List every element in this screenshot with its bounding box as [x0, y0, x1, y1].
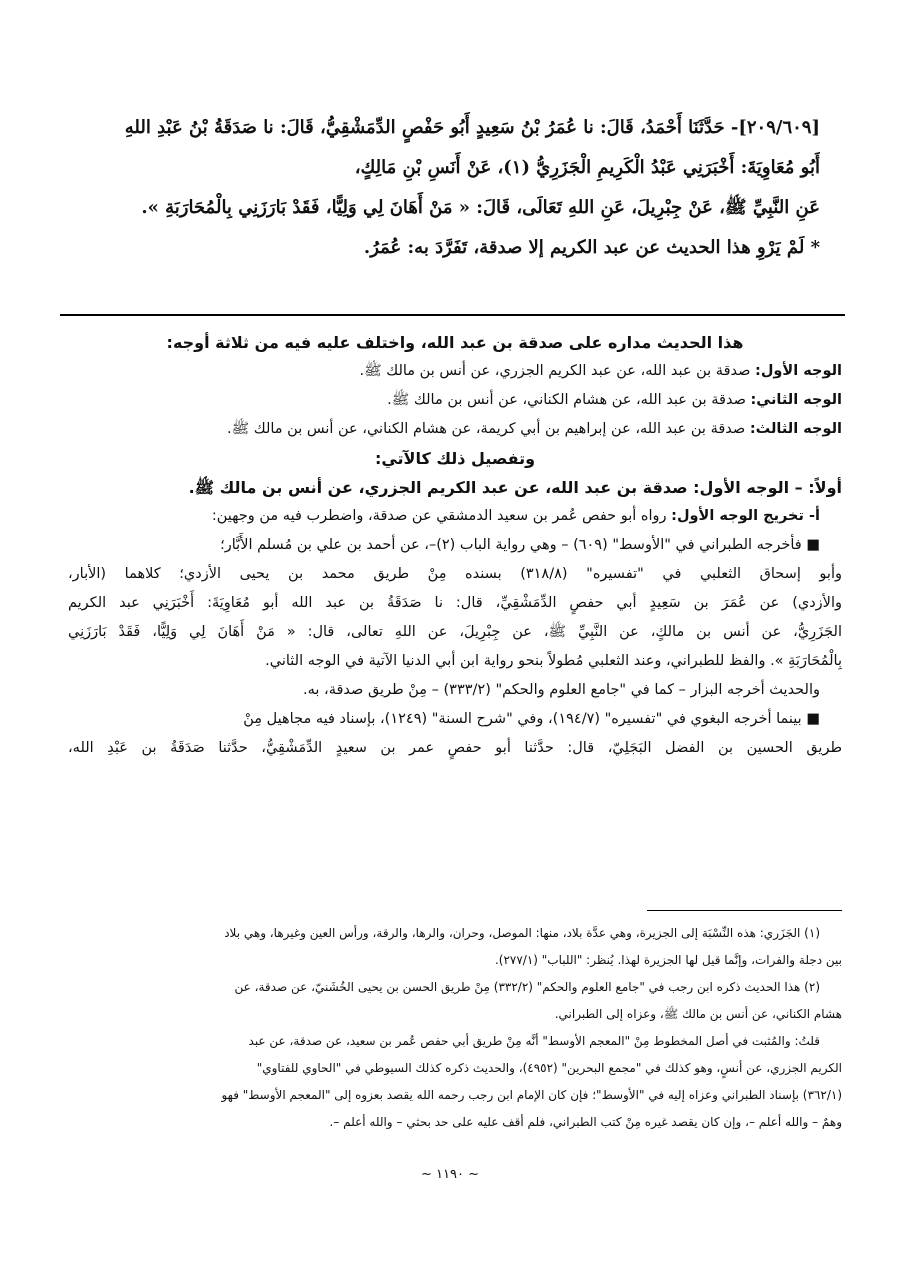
variant-text: صدقة بن عبد الله، عن عبد الكريم الجزري، عن أنس بن مالك ﷺ.	[359, 363, 756, 379]
variant-line	[68, 357, 842, 386]
hadith-text-block	[95, 108, 820, 268]
body-line: ■ بينما أخرجه البغوي في "تفسيره" (١٩٤/٧)، وفي "شرح السنة" (١٢٤٩)، بإسناد فيه مجاهيل مِنْ	[243, 711, 820, 727]
page-number: ~ ١١٩٠ ~	[421, 1167, 479, 1182]
footnote-line: (٣٦٢/١) بإسناد الطبراني وعزاه إليه في "الأوسط"؛ فإن كان الإمام ابن رجب رحمه الله يقصد بعزوه إلى "المعجم الأوسط" فهو	[221, 1088, 842, 1102]
hadith-line: * لَمْ يَرْوِ هذا الحديث عن عبد الكريم إلا صدقة، تَفَرَّدَ به: عُمَرُ.	[363, 237, 820, 258]
footnote-line: الكريم الجزري، عن أنسٍ، وهو كذلك في "مجمع البحرين" (٤٩٥٢)، والحديث ذكره كذلك السيوطي في "الحاوي للفتاوي"	[256, 1061, 842, 1075]
variant-text: صدقة بن عبد الله، عن إبراهيم بن أبي كريمة، عن هشام الكناني، عن أنس بن مالك ﷺ.	[226, 421, 750, 437]
body-line: والحديث أخرجه البزار – كما في "جامع العلوم والحكم" (٣٣٣/٢) – مِنْ طريق صدقة، به.	[303, 682, 820, 698]
footnote-line: وهمٌ – والله أعلم –، وإن كان يقصد غيره مِنْ كتب الطبراني، فلم أقف عليه على حد بحثي – والله أعلم –.	[329, 1115, 842, 1129]
takhrij-label: أ- تخريج الوجه الأول:	[671, 508, 820, 524]
footnote-divider	[647, 910, 842, 911]
section-divider	[60, 314, 845, 316]
body-line: طريق الحسين بن الفضل البَجَلِيّ، قال: حدَّثنا أبو حفصٍ عمر بن سعيدٍ الدِّمَشْقِيُّ، حدَّثنا صَدَقَةُ بن عَبْدِ الله،	[68, 740, 842, 756]
variant-label: الوجه الأول:	[755, 363, 842, 379]
hadith-line: [٢٠٩/٦٠٩]- حَدَّثَنَا أَحْمَدُ، قَالَ: نا عُمَرُ بْنُ سَعِيدٍ أَبُو حَفْصٍ الدِّمَشْقِيُّ، قَالَ: نا صَدَقَةُ بْنُ عَبْدِ اللهِ	[124, 117, 820, 138]
study-intro: هذا الحديث مداره على صدقة بن عبد الله، واختلف عليه فيه من ثلاثة أوجه:	[166, 333, 744, 352]
variant-line	[68, 386, 842, 415]
body-line: وأبو إسحاق الثعلبي في "تفسيره" (٣١٨/٨) بسنده مِنْ طريق محمد بن يحيى الأزدي؛ كلاهما (الأبار،	[68, 566, 842, 582]
takhrij-line	[68, 502, 842, 531]
footnote-line: قلتُ: والمُثبت في أصل المخطوط مِنْ "المعجم الأوسط" أنَّه مِنْ طريق أبي حفص عُمر بن سعيد، عن صدقة، عن عبد	[248, 1034, 820, 1048]
hadith-line: عَنِ النَّبِيِّ ﷺ، عَنْ جِبْرِيلَ، عَنِ اللهِ تَعَالَى، قَالَ: « مَنْ أَهَانَ لِي وَلِيًّا، فَقَدْ بَارَزَنِي بِالْمُحَارَبَةِ ».	[141, 197, 820, 218]
hadith-line: أَبُو مُعَاوِيَةَ: أَخْبَرَنِي عَبْدُ الْكَرِيمِ الْجَزَرِيُّ (١)، عَنْ أَنَسِ بْنِ مَالِكٍ،	[354, 157, 820, 178]
body-line: بِالْمُحَارَبَةِ ». والفظ للطبراني، وعند الثعلبي مُطولاً بنحو رواية ابن أبي الدنيا الآتية في الوجه الثاني.	[265, 653, 842, 669]
variant-label: الوجه الثالث:	[749, 421, 842, 437]
body-line: والأزدي) عن عُمَرَ بن سَعِيدٍ أبي حفصٍ الدِّمَشْقِيِّ، قال: نا صَدَقَةُ بن عبد الله أبو مُعَاوِيَةَ: أَخْبَرَنِي عبد الكريم	[68, 595, 842, 611]
variant-label: الوجه الثاني:	[750, 392, 842, 408]
takhrij-text: رواه أبو حفص عُمر بن سعيد الدمشقي عن صدقة، واضطرب فيه من وجهين:	[211, 508, 672, 524]
variant-line	[68, 415, 842, 444]
study-body	[68, 328, 842, 763]
footnote-line: (١) الجَزَري: هذه النِّسْبَة إلى الجزيرة، وهي عدَّة بلاد، منها: الموصل، وحران، والرها، والرقة، ورأس العين وغيرها، وهي بلاد	[224, 926, 820, 940]
footnote-line: هشام الكناني، عن أنس بن مالك ﷺ، وعزاه إلى الطبراني.	[554, 1007, 842, 1021]
body-line: ■ فأخرجه الطبراني في "الأوسط" (٦٠٩) – وهي رواية الباب (٢)–، عن أحمد بن علي بن مُسلم الأَبَّار؛	[220, 537, 820, 553]
footnote-line: (٢) هذا الحديث ذكره ابن رجب في "جامع العلوم والحكم" (٣٣٢/٢) مِنْ طريق الحسن بن يحيى الخُشَنيّ، عن صدقة، عن	[234, 980, 820, 994]
first-variant-heading: أولاً: – الوجه الأول: صدقة بن عبد الله، عن عبد الكريم الجزري، عن أنس بن مالك ﷺ.	[188, 478, 842, 497]
details-heading: وتفصيل ذلك كالآتي:	[374, 449, 536, 468]
variant-text: صدقة بن عبد الله، عن هشام الكناني، عن أنس بن مالك ﷺ.	[387, 392, 751, 408]
footnote-line: بين دجلة والفرات، وإنَّما قيل لها الجزيرة لهذا. يُنظر: "اللباب" (٢٧٧/١).	[494, 953, 842, 967]
body-line: الجَزَرِيُّ، عن أنس بن مالكٍ، عن النَّبِيِّ ﷺ، عن جِبْرِيلَ، عن اللهِ تعالى، قال: « مَنْ أَهَانَ لِي وَلِيًّا، فَقَدْ بَارَزَنِي	[68, 624, 842, 640]
footnotes	[68, 920, 842, 1136]
